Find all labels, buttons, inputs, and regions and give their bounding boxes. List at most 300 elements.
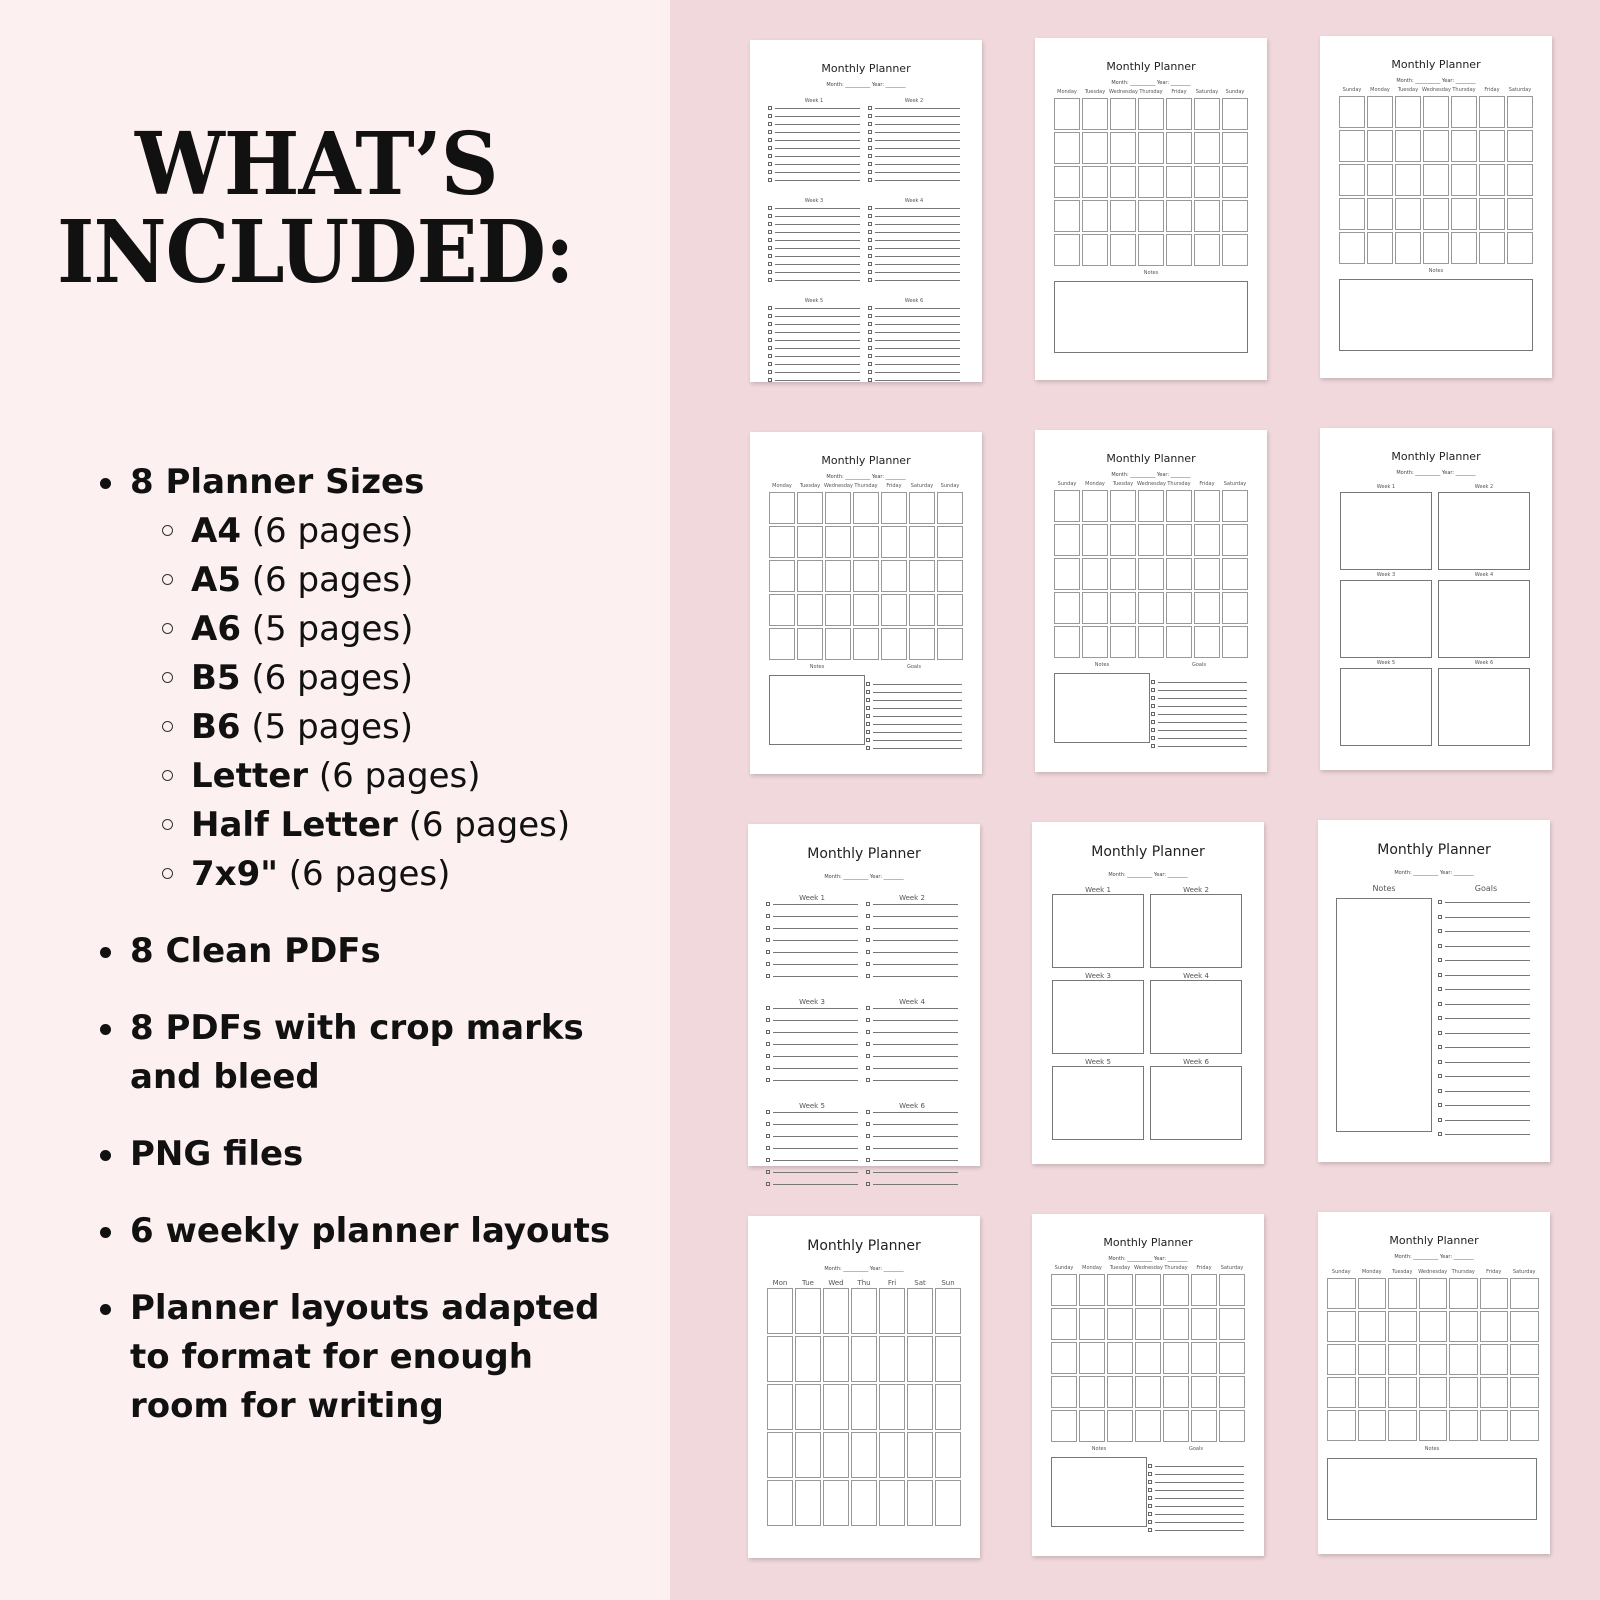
calendar-cell [1110,490,1136,522]
week-box [1052,980,1144,1054]
size-pages: (6 pages) [318,756,481,796]
checkbox [866,1134,870,1138]
checkbox [866,1066,870,1070]
checkbox [768,338,772,342]
calendar-cell [1507,130,1533,162]
writing-line [1445,1134,1530,1135]
checkbox [768,138,772,142]
writing-line [873,708,962,709]
size-name: 7x9" [191,854,278,894]
calendar-cell [1051,1342,1077,1374]
writing-line [875,116,960,117]
checkbox [868,314,872,318]
calendar-cell [1419,1344,1448,1375]
checkbox [868,370,872,374]
checkbox [868,338,872,342]
writing-line [775,164,860,165]
day-label: Sunday [1225,89,1245,95]
week-label: Week 6 [1474,660,1494,666]
checkbox [768,238,772,242]
writing-line [875,224,960,225]
notes-label: Notes [1372,884,1396,893]
checkbox [1151,696,1155,700]
calendar-cell [1510,1278,1539,1309]
checkbox [866,974,870,978]
calendar-cell [1166,558,1192,590]
calendar-cell [795,1288,821,1334]
checkbox [768,314,772,318]
calendar-cell [1166,132,1192,164]
calendar-cell [1222,558,1248,590]
writing-line [773,1008,858,1009]
calendar-cell [1110,626,1136,658]
calendar-cell [1138,524,1164,556]
calendar-cell [1222,592,1248,624]
checkbox [766,926,770,930]
planner-title: Monthly Planner [1391,58,1481,71]
calendar-cell [1054,524,1080,556]
writing-line [873,916,958,917]
writing-line [875,164,960,165]
writing-line [1158,698,1247,699]
checkbox [1438,1089,1442,1093]
writing-line [773,976,858,977]
calendar-cell [1339,198,1365,230]
calendar-cell [1082,98,1108,130]
writing-line [1155,1514,1244,1515]
day-label: Fri [887,1279,897,1287]
calendar-cell [1219,1342,1245,1374]
calendar-cell [1449,1278,1478,1309]
calendar-cell [1327,1344,1356,1375]
bullet-crop-pdfs [100,1004,660,1102]
checkbox [866,730,870,734]
week-label: Week 3 [1085,972,1111,980]
calendar-cell [1423,232,1449,264]
writing-line [1158,706,1247,707]
writing-line [1158,690,1247,691]
day-label: Thursday [1139,89,1163,95]
size-pages: (6 pages) [408,805,571,845]
planner-page-thumbnail [1035,38,1267,380]
calendar-cell [937,594,963,626]
writing-line [1158,682,1247,683]
week-label: Week 6 [1183,1058,1209,1066]
calendar-cell [797,492,823,524]
calendar-cell [1479,130,1505,162]
day-label: Wednesday [1137,481,1166,487]
calendar-cell [1166,524,1192,556]
day-label: Monday [1082,1265,1102,1271]
calendar-cell [1191,1342,1217,1374]
writing-line [1445,1004,1530,1005]
calendar-cell [935,1336,961,1382]
calendar-cell [1358,1311,1387,1342]
calendar-cell [1082,626,1108,658]
checkbox [1148,1512,1152,1516]
writing-line [1445,902,1530,903]
calendar-cell [1222,98,1248,130]
checkbox [768,246,772,250]
writing-line [873,940,958,941]
calendar-cell [1479,96,1505,128]
writing-line [873,1184,958,1185]
day-label: Saturday [1508,87,1532,93]
checkbox [868,138,872,142]
calendar-cell [1510,1311,1539,1342]
calendar-cell [823,1288,849,1334]
checkbox [1151,688,1155,692]
checkbox [1148,1496,1152,1500]
calendar-cell [909,560,935,592]
calendar-cell [1388,1344,1417,1375]
checkbox [766,1054,770,1058]
calendar-cell [1138,166,1164,198]
calendar-cell [797,594,823,626]
checkbox [866,962,870,966]
writing-line [1155,1474,1244,1475]
calendar-cell [797,526,823,558]
calendar-cell [1358,1344,1387,1375]
calendar-cell [879,1288,905,1334]
writing-line [775,172,860,173]
checkbox [866,722,870,726]
calendar-cell [1388,1410,1417,1441]
size-item [100,850,660,899]
calendar-cell [823,1480,849,1526]
calendar-cell [853,594,879,626]
writing-line [775,280,860,281]
checkbox [1148,1488,1152,1492]
checkbox [768,322,772,326]
day-label: Friday [1484,87,1500,93]
calendar-cell [1388,1377,1417,1408]
calendar-cell [853,560,879,592]
calendar-cell [1051,1308,1077,1340]
writing-line [1445,1018,1530,1019]
calendar-cell [1358,1410,1387,1441]
checkbox [1438,1118,1442,1122]
checkbox [868,354,872,358]
writing-line [875,232,960,233]
month-year-line: Month: __________ Year: ________ [1108,1256,1188,1262]
size-item [100,752,660,801]
day-label: Saturday [1220,1265,1244,1271]
day-label: Tuesday [1392,1269,1413,1275]
calendar-cell [769,492,795,524]
month-year-line: Month: __________ Year: ________ [1394,870,1474,876]
calendar-cell [1510,1344,1539,1375]
calendar-cell [795,1384,821,1430]
checkbox [868,130,872,134]
notes-label: Notes [1143,270,1159,276]
writing-line [773,940,858,941]
calendar-cell [1222,524,1248,556]
writing-line [1155,1522,1244,1523]
writing-line [775,232,860,233]
week-label: Week 4 [899,998,925,1006]
calendar-cell [1480,1278,1509,1309]
checkbox [1438,1002,1442,1006]
checkbox [768,270,772,274]
planner-title: Monthly Planner [1103,1236,1193,1249]
calendar-cell [1166,490,1192,522]
day-label: Mon [772,1279,788,1287]
checkbox [768,254,772,258]
writing-line [875,132,960,133]
month-year-line: Month: __________ Year: ________ [1111,472,1191,478]
calendar-cell [1222,490,1248,522]
calendar-cell [909,492,935,524]
week-label: Week 4 [1474,572,1494,578]
planner-title: Monthly Planner [1377,842,1491,858]
day-label: Wednesday [1418,1269,1448,1275]
writing-line [873,748,962,749]
checkbox [768,346,772,350]
calendar-cell [1166,592,1192,624]
planner-title: Monthly Planner [1106,60,1196,73]
writing-line [1158,746,1247,747]
day-label: Tue [802,1279,814,1287]
writing-line [875,248,960,249]
checkbox [868,178,872,182]
day-label: Sunday [1331,1269,1351,1275]
checkbox [766,1018,770,1022]
checkbox [868,378,872,382]
calendar-cell [935,1288,961,1334]
calendar-cell [1449,1311,1478,1342]
writing-line [775,356,860,357]
writing-line [873,732,962,733]
week-label: Week 1 [1376,484,1396,490]
notes-box [1327,1458,1537,1520]
bullet-crop-line-1: 8 PDFs with crop marks [130,1008,584,1048]
writing-line [1445,960,1530,961]
calendar-cell [1327,1410,1356,1441]
calendar-cell [823,1384,849,1430]
checkbox [866,1170,870,1174]
calendar-cell [823,1336,849,1382]
checkbox [1438,987,1442,991]
planner-title: Monthly Planner [807,1238,921,1254]
size-name: A4 [191,511,241,551]
writing-line [1445,931,1530,932]
calendar-cell [907,1384,933,1430]
checkbox [868,122,872,126]
writing-line [873,1136,958,1137]
calendar-cell [853,492,879,524]
calendar-cell [1054,558,1080,590]
writing-line [773,1160,858,1161]
day-label: Sat [914,1279,926,1287]
calendar-cell [1163,1410,1189,1442]
checkbox [766,974,770,978]
checkbox [1148,1504,1152,1508]
calendar-cell [825,628,851,660]
calendar-cell [1166,626,1192,658]
calendar-cell [1138,234,1164,266]
calendar-cell [825,560,851,592]
week-label: Week 6 [899,1102,925,1110]
day-label: Monday [1085,481,1105,487]
bullet-planner-sizes: 8 Planner Sizes [100,458,660,507]
size-name: A5 [191,560,241,600]
calendar-cell [881,492,907,524]
checkbox [1148,1480,1152,1484]
day-label: Sun [941,1279,955,1287]
writing-line [775,240,860,241]
calendar-cell [1110,132,1136,164]
calendar-cell [937,492,963,524]
checkbox [1151,680,1155,684]
size-item [100,605,660,654]
calendar-cell [1451,96,1477,128]
checkbox [766,1042,770,1046]
goals-label: Goals [1189,1446,1203,1452]
writing-line [875,124,960,125]
checkbox [866,1006,870,1010]
checkbox [768,262,772,266]
day-label: Saturday [910,483,934,489]
writing-line [773,1136,858,1137]
calendar-cell [1388,1311,1417,1342]
checkbox [766,938,770,942]
checkbox [766,1170,770,1174]
writing-line [775,316,860,317]
size-name: B6 [191,707,241,747]
goals-label: Goals [1474,884,1498,893]
planner-title: Monthly Planner [1391,450,1481,463]
checkbox [866,1054,870,1058]
calendar-cell [851,1480,877,1526]
calendar-cell [1339,164,1365,196]
left-panel [0,0,670,1600]
writing-line [873,964,958,965]
planner-page-thumbnail [1318,820,1550,1162]
calendar-cell [1222,166,1248,198]
calendar-cell [1367,164,1393,196]
day-label: Thursday [1451,1269,1475,1275]
calendar-cell [1110,558,1136,590]
calendar-cell [1163,1342,1189,1374]
calendar-cell [825,492,851,524]
writing-line [773,1068,858,1069]
calendar-cell [795,1432,821,1478]
checkbox [1438,1031,1442,1035]
writing-line [875,364,960,365]
calendar-cell [1194,490,1220,522]
writing-line [775,216,860,217]
day-label: Friday [1171,89,1187,95]
calendar-cell [1327,1311,1356,1342]
month-year-line: Month: __________ Year: ________ [1396,470,1476,476]
checkbox [1438,1074,1442,1078]
checkbox [868,230,872,234]
day-label: Wednesday [1109,89,1138,95]
month-year-line: Month: __________ Year: ________ [826,474,906,480]
calendar-cell [1138,98,1164,130]
week-box [1340,668,1432,746]
calendar-cell [935,1432,961,1478]
calendar-cell [1082,490,1108,522]
calendar-cell [1479,164,1505,196]
notes-label: Notes [1428,268,1444,274]
bullet-crop-line-2: and bleed [130,1057,320,1097]
calendar-cell [1423,96,1449,128]
calendar-cell [1451,198,1477,230]
calendar-cell [767,1432,793,1478]
week-box [1340,492,1432,570]
calendar-cell [1191,1410,1217,1442]
checkbox [868,154,872,158]
calendar-cell [909,526,935,558]
writing-line [1445,1047,1530,1048]
calendar-cell [769,526,795,558]
checkbox [868,246,872,250]
checkbox [766,1030,770,1034]
week-label: Week 1 [804,98,824,104]
planner-page-thumbnail [1035,430,1267,772]
checkbox [1151,736,1155,740]
calendar-cell [1510,1410,1539,1441]
day-label: Sunday [1054,1265,1074,1271]
day-label: Sunday [940,483,960,489]
calendar-cell [1194,200,1220,232]
writing-line [775,132,860,133]
checkbox [768,306,772,310]
checkbox [866,1078,870,1082]
checkbox [868,214,872,218]
calendar-cell [937,526,963,558]
checkbox [1438,958,1442,962]
checkbox [768,362,772,366]
checkbox [1438,929,1442,933]
calendar-cell [1138,132,1164,164]
calendar-cell [851,1432,877,1478]
calendar-cell [1107,1308,1133,1340]
writing-line [875,332,960,333]
day-label: Sunday [1057,481,1077,487]
calendar-cell [1395,164,1421,196]
calendar-cell [1507,198,1533,230]
writing-line [1445,1076,1530,1077]
calendar-cell [1449,1377,1478,1408]
calendar-cell [1135,1410,1161,1442]
week-box [1438,668,1530,746]
calendar-cell [1222,626,1248,658]
writing-line [875,256,960,257]
calendar-cell [1107,1410,1133,1442]
writing-line [1158,714,1247,715]
checkbox [866,1182,870,1186]
size-name: Letter [191,756,309,796]
checkbox [768,114,772,118]
checkbox [866,706,870,710]
size-pages: (5 pages) [251,707,413,747]
checkbox [766,1182,770,1186]
calendar-cell [1079,1308,1105,1340]
writing-line [773,952,858,953]
day-label: Friday [1196,1265,1212,1271]
bullet-adapted [100,1284,660,1431]
calendar-cell [823,1432,849,1478]
week-label: Week 4 [904,198,924,204]
calendar-cell [937,560,963,592]
writing-line [875,208,960,209]
calendar-cell [1507,164,1533,196]
week-label: Week 4 [1183,972,1209,980]
month-year-line: Month: __________ Year: ________ [1394,1254,1474,1260]
